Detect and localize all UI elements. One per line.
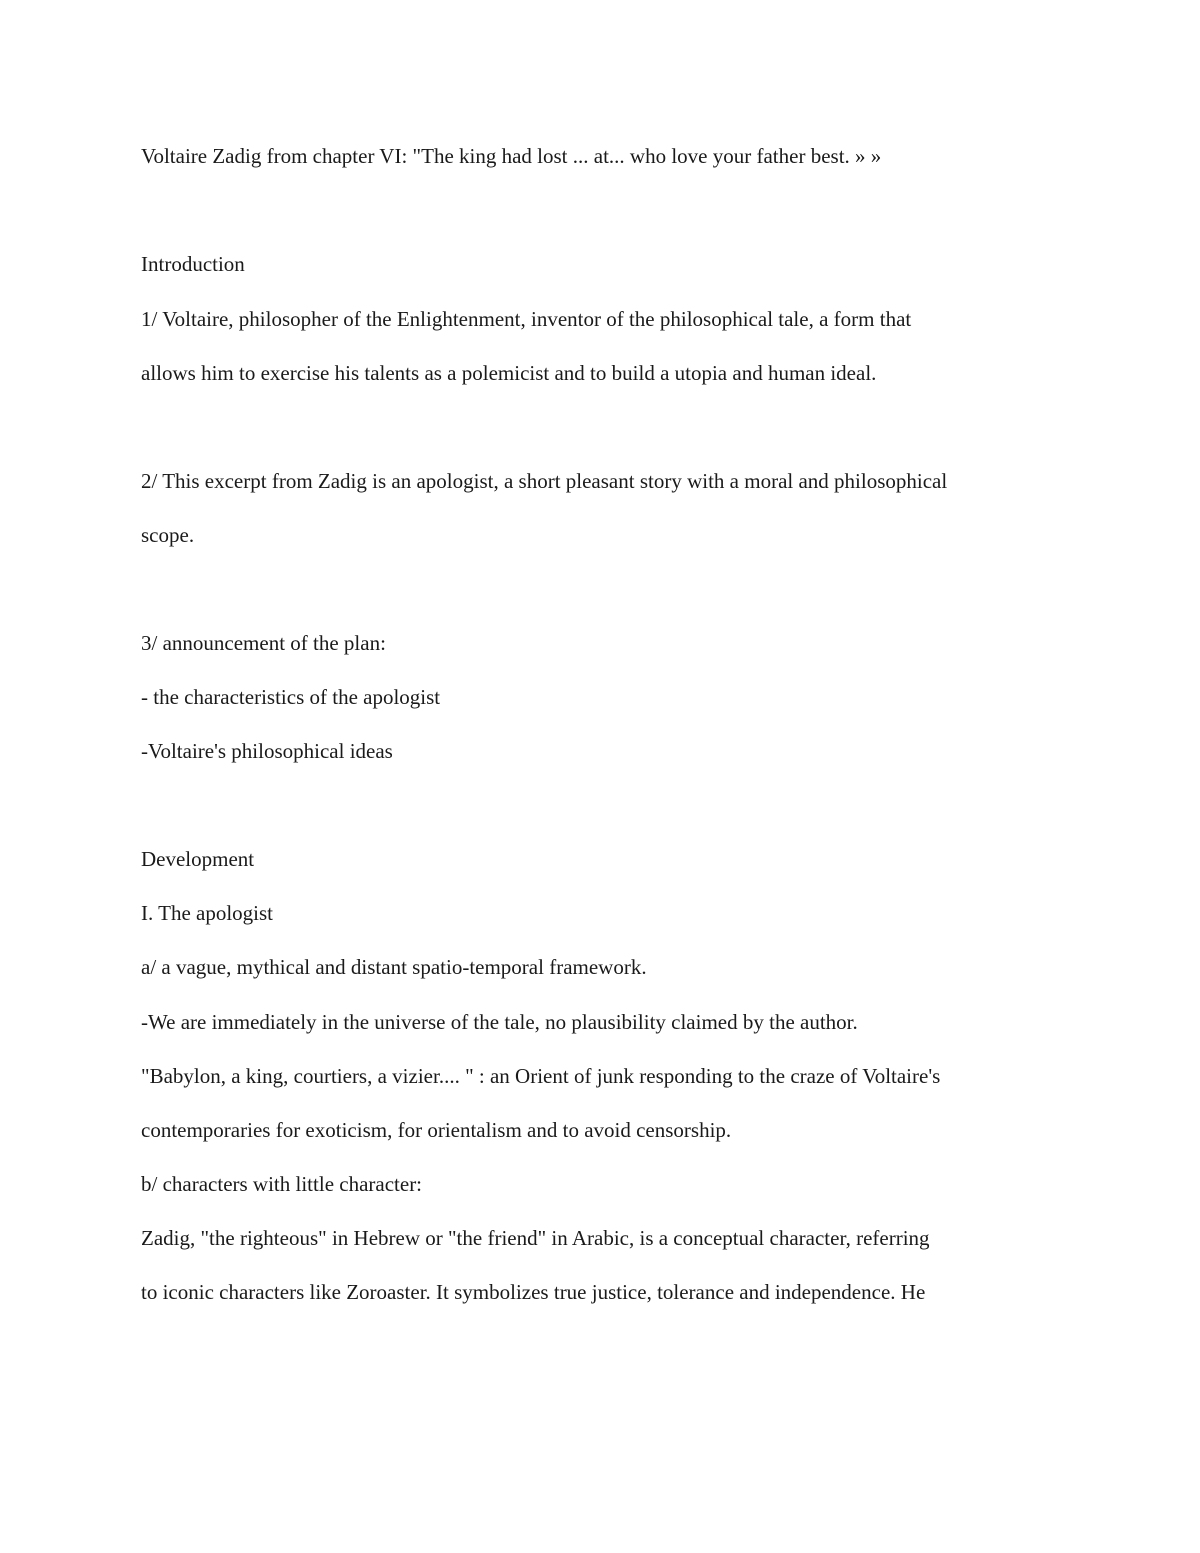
intro-point-3: 3/ announcement of the plan:: [141, 631, 386, 655]
plan-item-2: -Voltaire's philosophical ideas: [141, 739, 393, 763]
intro-point-1-line-2: allows him to exercise his talents as a polemicist and to build a utopia and human ideal.: [141, 361, 877, 385]
subsection-b-paragraph-line-1: Zadig, "the righteous" in Hebrew or "the friend" in Arabic, is a conceptual character, referring: [141, 1226, 930, 1250]
subsection-a-heading: a/ a vague, mythical and distant spatio-temporal framework.: [141, 955, 647, 979]
intro-point-2-line-2: scope.: [141, 523, 195, 547]
intro-point-2-line-1: 2/ This excerpt from Zadig is an apologist, a short pleasant story with a moral and philosophical: [141, 469, 948, 493]
intro-point-1-line-1: 1/ Voltaire, philosopher of the Enlightenment, inventor of the philosophical tale, a form that: [141, 307, 912, 331]
plan-item-1: - the characteristics of the apologist: [141, 685, 441, 709]
subsection-a-paragraph-1: -We are immediately in the universe of the tale, no plausibility claimed by the author.: [141, 1010, 858, 1034]
subsection-a-paragraph-2-line-1: "Babylon, a king, courtiers, a vizier.... " : an Orient of junk responding to the craze of Voltaire's: [141, 1064, 941, 1088]
section-1-heading: I. The apologist: [141, 901, 274, 925]
development-heading: Development: [141, 847, 255, 871]
document-title: Voltaire Zadig from chapter VI: "The king had lost ... at... who love your father best. » »: [141, 144, 882, 168]
subsection-a-paragraph-2-line-2: contemporaries for exoticism, for orientalism and to avoid censorship.: [141, 1118, 732, 1142]
subsection-b-paragraph-line-2: to iconic characters like Zoroaster. It symbolizes true justice, tolerance and independence. He: [141, 1280, 926, 1304]
subsection-b-heading: b/ characters with little character:: [141, 1172, 423, 1196]
introduction-heading: Introduction: [141, 252, 245, 276]
